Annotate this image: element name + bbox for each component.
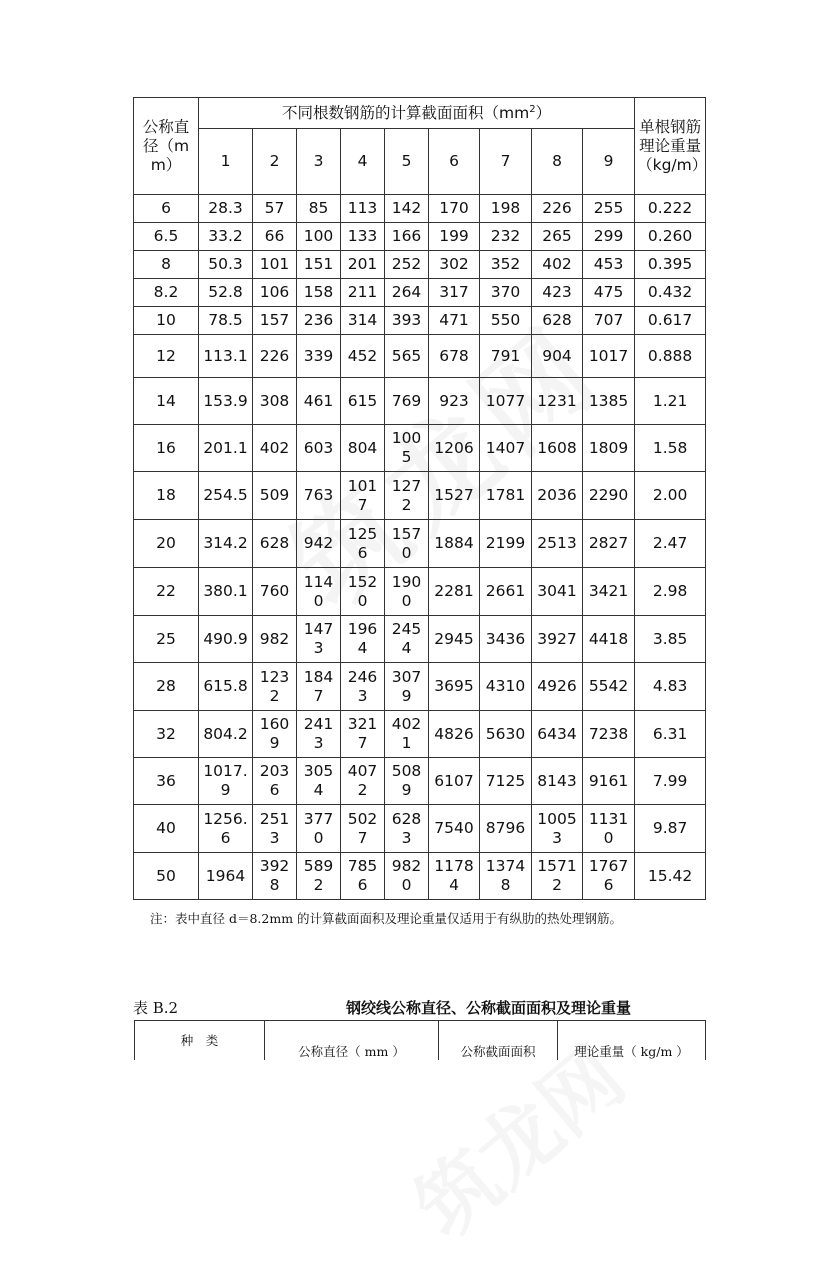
table-row [134,195,706,223]
table-cell: 923 [429,378,480,425]
table-cell: 1256.6 [199,805,253,853]
table-cell: 509 [253,472,297,520]
table-cell: 4926 [532,663,583,711]
table-cell: 2281 [429,568,480,616]
table-cell: 942 [297,520,341,568]
table-cell: 226 [253,335,297,378]
table-cell: 3928 [253,853,297,900]
header-weight: 单根钢筋理论重量（kg/m） [635,98,706,195]
table-cell: 3421 [583,568,635,616]
table-cell: 15712 [532,853,583,900]
table-cell: 17676 [583,853,635,900]
table-cell: 3436 [480,616,532,663]
table-row [134,711,706,758]
table-row [134,472,706,520]
table-cell: 33.2 [199,223,253,251]
table-cell: 0.260 [635,223,706,251]
table-cell: 628 [532,307,583,335]
table-cell: 6283 [385,805,429,853]
table-cell: 2036 [253,758,297,805]
table-row [134,520,706,568]
table-cell: 1017.9 [199,758,253,805]
table-cell: 603 [297,425,341,472]
table-cell: 314 [341,307,385,335]
table-cell: 15.42 [635,853,706,900]
table-cell: 1520 [341,568,385,616]
table-b2-label: 表 B.2 [133,999,179,1017]
table-cell: 7125 [480,758,532,805]
table-cell: 4021 [385,711,429,758]
table-cell: 11310 [583,805,635,853]
table-cell: 5542 [583,663,635,711]
table-cell: 1407 [480,425,532,472]
table-cell: 6.5 [134,223,199,251]
table-cell: 1527 [429,472,480,520]
t2-header-type: 种 类 [135,1021,265,1061]
table-cell: 1609 [253,711,297,758]
table-cell: 170 [429,195,480,223]
table-row [134,568,706,616]
table-cell: 100 [297,223,341,251]
table-row [134,425,706,472]
table-cell: 1385 [583,378,635,425]
table-cell: 264 [385,279,429,307]
table-cell: 1608 [532,425,583,472]
table-cell: 6107 [429,758,480,805]
header-diameter: 公称直径（mm） [134,98,199,195]
table-cell: 85 [297,195,341,223]
table-cell: 1884 [429,520,480,568]
table-note: 注：表中直径 d＝8.2mm 的计算截面面积及理论重量仅适用于有纵肋的热处理钢筋。 [150,911,623,926]
table-cell: 10053 [532,805,583,853]
table-cell: 50 [134,853,199,900]
table-row [134,335,706,378]
table-cell: 5089 [385,758,429,805]
table-cell: 769 [385,378,429,425]
table-cell: 2.98 [635,568,706,616]
table-cell: 6 [134,195,199,223]
table-cell: 211 [341,279,385,307]
table-cell: 4072 [341,758,385,805]
table-cell: 255 [583,195,635,223]
table-cell: 452 [341,335,385,378]
table-cell: 1206 [429,425,480,472]
table-cell: 1.21 [635,378,706,425]
table-cell: 166 [385,223,429,251]
table-cell: 7540 [429,805,480,853]
table-cell: 20 [134,520,199,568]
table-row [134,853,706,900]
table-cell: 1570 [385,520,429,568]
header-count-cell: 7 [480,129,532,195]
table-cell: 9.87 [635,805,706,853]
table-cell: 142 [385,195,429,223]
table-cell: 2290 [583,472,635,520]
table-cell: 1272 [385,472,429,520]
header-count-cell: 1 [199,129,253,195]
table-cell: 40 [134,805,199,853]
table-cell: 0.888 [635,335,706,378]
table-cell: 982 [253,616,297,663]
table-cell: 1140 [297,568,341,616]
table-row [134,307,706,335]
table-cell: 3927 [532,616,583,663]
table-cell: 302 [429,251,480,279]
table-cell: 66 [253,223,297,251]
header-count-cell: 5 [385,129,429,195]
table-cell: 28.3 [199,195,253,223]
table-cell: 201.1 [199,425,253,472]
table-cell: 22 [134,568,199,616]
table-cell: 3.85 [635,616,706,663]
table-cell: 7856 [341,853,385,900]
table-cell: 32 [134,711,199,758]
table-row [134,223,706,251]
table-cell: 2413 [297,711,341,758]
table-cell: 2827 [583,520,635,568]
table-cell: 101 [253,251,297,279]
table-cell: 157 [253,307,297,335]
table-cell: 236 [297,307,341,335]
table-cell: 8.2 [134,279,199,307]
table-cell: 475 [583,279,635,307]
table-cell: 0.432 [635,279,706,307]
header-count-cell: 8 [532,129,583,195]
table-cell: 1077 [480,378,532,425]
table-cell: 9820 [385,853,429,900]
header-count-cell: 4 [341,129,385,195]
table-cell: 5892 [297,853,341,900]
table-cell: 763 [297,472,341,520]
header-count-cell: 6 [429,129,480,195]
table-cell: 25 [134,616,199,663]
table-cell: 380.1 [199,568,253,616]
table-cell: 6434 [532,711,583,758]
table-cell: 7238 [583,711,635,758]
table-row [134,251,706,279]
table-cell: 339 [297,335,341,378]
table-cell: 1232 [253,663,297,711]
strand-table [134,1020,706,1060]
table-cell: 550 [480,307,532,335]
table-cell: 308 [253,378,297,425]
table-cell: 1017 [583,335,635,378]
table-cell: 8143 [532,758,583,805]
table-cell: 201 [341,251,385,279]
table-cell: 2945 [429,616,480,663]
table-cell: 2199 [480,520,532,568]
table-cell: 8 [134,251,199,279]
table-cell: 0.395 [635,251,706,279]
table-cell: 1473 [297,616,341,663]
table-cell: 2513 [532,520,583,568]
table-cell: 615 [341,378,385,425]
table-cell: 1017 [341,472,385,520]
table-cell: 2454 [385,616,429,663]
t2-header-area: 公称截面面积 [439,1021,558,1061]
table-row [134,805,706,853]
table-cell: 10 [134,307,199,335]
table-cell: 13748 [480,853,532,900]
table-cell: 317 [429,279,480,307]
table-cell: 52.8 [199,279,253,307]
table-cell: 471 [429,307,480,335]
table-cell: 370 [480,279,532,307]
table-cell: 199 [429,223,480,251]
table-row [134,616,706,663]
t2-header-diameter: 公称直径（ mm ） [265,1021,439,1061]
table-cell: 252 [385,251,429,279]
table-cell: 1.58 [635,425,706,472]
table-cell: 5027 [341,805,385,853]
table-cell: 678 [429,335,480,378]
rebar-area-table [133,97,706,900]
table-cell: 804 [341,425,385,472]
table-cell: 1847 [297,663,341,711]
table-cell: 158 [297,279,341,307]
table-cell: 352 [480,251,532,279]
table-cell: 565 [385,335,429,378]
table-cell: 0.222 [635,195,706,223]
table-cell: 50.3 [199,251,253,279]
table-cell: 9161 [583,758,635,805]
table-cell: 36 [134,758,199,805]
table-cell: 198 [480,195,532,223]
table-cell: 3695 [429,663,480,711]
table-cell: 615.8 [199,663,253,711]
t2-header-weight: 理论重量（ kg/m ） [558,1021,706,1061]
table-cell: 3054 [297,758,341,805]
table-cell: 106 [253,279,297,307]
table-cell: 254.5 [199,472,253,520]
table-cell: 11784 [429,853,480,900]
table-cell: 133 [341,223,385,251]
table-cell: 760 [253,568,297,616]
table-cell: 490.9 [199,616,253,663]
table-cell: 232 [480,223,532,251]
table-cell: 393 [385,307,429,335]
table-cell: 904 [532,335,583,378]
table-cell: 151 [297,251,341,279]
table-cell: 12 [134,335,199,378]
table-cell: 5630 [480,711,532,758]
table-cell: 1900 [385,568,429,616]
table-cell: 1964 [199,853,253,900]
table-cell: 18 [134,472,199,520]
table-cell: 1809 [583,425,635,472]
table-cell: 113 [341,195,385,223]
table-cell: 28 [134,663,199,711]
table-cell: 226 [532,195,583,223]
table-cell: 3079 [385,663,429,711]
table-cell: 453 [583,251,635,279]
table-cell: 1231 [532,378,583,425]
table-cell: 1005 [385,425,429,472]
table-cell: 2463 [341,663,385,711]
table-cell: 6.31 [635,711,706,758]
table-row [134,378,706,425]
header-count-cell: 9 [583,129,635,195]
header-area: 不同根数钢筋的计算截面面积$(mm^2)$ [199,98,635,129]
table-cell: 2036 [532,472,583,520]
table-cell: 265 [532,223,583,251]
table-cell: 3770 [297,805,341,853]
table-cell: 1781 [480,472,532,520]
table-cell: 1256 [341,520,385,568]
table-cell: 3041 [532,568,583,616]
table-cell: 57 [253,195,297,223]
table-cell: 0.617 [635,307,706,335]
table-cell: 113.1 [199,335,253,378]
table-cell: 707 [583,307,635,335]
header-count-cell: 3 [297,129,341,195]
table-cell: 4310 [480,663,532,711]
table-cell: 402 [253,425,297,472]
table-cell: 14 [134,378,199,425]
table-cell: 4418 [583,616,635,663]
table-cell: 4826 [429,711,480,758]
table-row [134,663,706,711]
table-cell: 2.00 [635,472,706,520]
header-count-cell: 2 [253,129,297,195]
table-cell: 7.99 [635,758,706,805]
table-cell: 2.47 [635,520,706,568]
table-cell: 8796 [480,805,532,853]
table-cell: 299 [583,223,635,251]
table-cell: 423 [532,279,583,307]
table-cell: 4.83 [635,663,706,711]
table-cell: 791 [480,335,532,378]
table-cell: 1964 [341,616,385,663]
table-cell: 402 [532,251,583,279]
table-row [134,758,706,805]
table-b2-title: 钢绞线公称直径、公称截面面积及理论重量 [346,999,632,1017]
table-cell: 153.9 [199,378,253,425]
table-row [134,279,706,307]
table-cell: 3217 [341,711,385,758]
table-cell: 314.2 [199,520,253,568]
table-cell: 461 [297,378,341,425]
table-cell: 2661 [480,568,532,616]
table-cell: 2513 [253,805,297,853]
table-cell: 78.5 [199,307,253,335]
table-cell: 628 [253,520,297,568]
table-cell: 16 [134,425,199,472]
table-cell: 804.2 [199,711,253,758]
